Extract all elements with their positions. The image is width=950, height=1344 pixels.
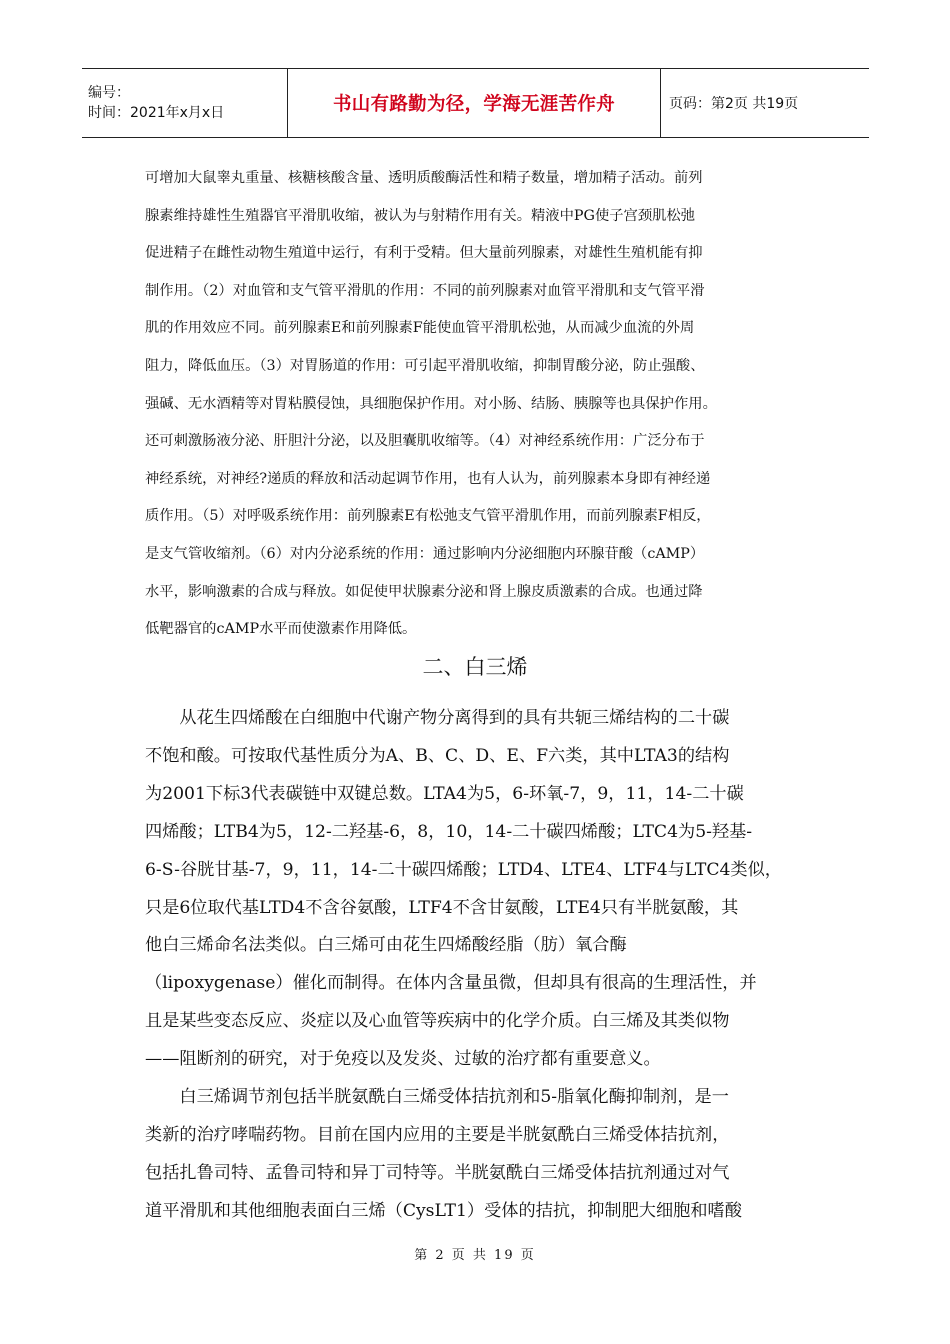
glyph: 肪 (540, 935, 558, 956)
text-line: 只是6位取代基LTD4不含谷氨酸，LTF4不含甘氨酸，LTE4只有半胱氨酸，其 (145, 897, 739, 918)
text-line: 四烯酸；LTB4为5，12-二羟基-6，8，10，14-二十碳四烯酸；LTC4为5-羟基- (145, 821, 753, 842)
header-motto-cell (288, 69, 661, 137)
glyph: 四 (437, 935, 455, 956)
text-line-justified (145, 927, 809, 965)
glyph: 氧 (575, 935, 593, 956)
glyph: 花 (403, 935, 421, 956)
text-line: 神经系统，对神经?递质的释放和活动起调节作用，也有人认为，前列腺素本身即有神经递 (145, 470, 711, 487)
glyph: ） (557, 935, 576, 956)
text-line: 从花生四烯酸在白细胞中代谢产物分离得到的具有共轭三烯结构的二十碳 (145, 708, 730, 728)
header-meta-cell (82, 69, 288, 137)
glyph: 法 (248, 935, 266, 956)
glyph: 可 (368, 935, 386, 956)
glyph: 酶 (609, 935, 627, 956)
page-footer: 第 2 页 共 19 页 (414, 1248, 536, 1263)
glyph: 三 (334, 935, 352, 956)
text-line: 质作用。（5）对呼吸系统作用：前列腺素E有松弛支气管平滑肌作用，而前列腺素F相反， (145, 508, 711, 525)
page-number-label: 页码：第2页 共19页 (669, 96, 799, 112)
text-line: 白三烯调节剂包括半胱氨酰白三烯受体拮抗剂和5-脂氧化酶抑制剂，是一 (145, 1087, 729, 1108)
glyph: 。 (299, 935, 318, 956)
glyph: 命 (213, 935, 232, 956)
doc-number-label: 编号： (88, 85, 130, 101)
text-line: 制作用。（2）对血管和支气管平滑肌的作用：不同的前列腺素对血管平滑肌和支气管平滑 (145, 282, 705, 299)
glyph: 烯 (196, 935, 214, 956)
page-header-table (82, 68, 869, 138)
text-line: 阻力，降低血压。（3）对胃肠道的作用：可引起平滑肌收缩，抑制胃酸分泌，防止强酸、 (145, 357, 705, 374)
text-line: 强碱、无水酒精等对胃粘膜侵蚀，具细胞保护作用。对小肠、结肠、胰腺等也具保护作用。 (145, 395, 717, 412)
glyph: 生 (420, 935, 438, 956)
text-line: 是支气管收缩剂。（6）对内分泌系统的作用：通过影响内分泌细胞内环腺苷酸（cAMP） (145, 545, 705, 562)
motto-text: 书山有路勤为径，学海无涯苦作舟 (332, 94, 615, 115)
text-line: 低靶器官的cAMP水平而使激素作用降低。 (145, 621, 417, 638)
glyph: 类 (265, 935, 283, 956)
prostaglandin-paragraph (145, 160, 825, 649)
text-line: 可增加大鼠睾丸重量、核糖核酸含量、透明质酸酶活性和精子数量，增加精子活动。前列 (145, 170, 703, 186)
glyph: 脂 (506, 935, 524, 956)
text-line: 类新的治疗哮喘药物。目前在国内应用的主要是半胱氨酰白三烯受体拮抗剂， (145, 1124, 730, 1145)
text-line: （lipoxygenase）催化而制得。在体内含量虽微，但却具有很高的生理活性，并 (145, 973, 757, 994)
text-line: 促进精子在雌性动物生殖道中运行，有利于受精。但大量前列腺素，对雄性生殖机能有抑 (145, 245, 703, 262)
glyph: 白 (317, 935, 335, 956)
glyph: 他 (145, 935, 163, 956)
header-page-cell (661, 69, 869, 137)
text-line: 水平，影响激素的合成与释放。如促使甲状腺素分泌和肾上腺皮质激素的合成。也通过降 (145, 583, 703, 600)
glyph: 合 (592, 935, 610, 956)
leukotriene-body (145, 700, 809, 1231)
text-line: 6-S-谷胱甘基-7，9，11，14-二十碳四烯酸；LTD4、LTE4、LTF4与LTC4类似， (145, 859, 782, 880)
section-heading: 二、白三烯 (422, 655, 528, 679)
glyph: 烯 (351, 935, 369, 956)
glyph: 白 (162, 935, 180, 956)
text-line: 为2001下标3代表碳链中双键总数。LTA4为5，6-环氧-7，9，11，14-二十碳 (145, 783, 744, 804)
text-line: ——阻断剂的研究，对于免疫以及发炎、过敏的治疗都有重要意义。 (145, 1049, 661, 1070)
text-line: 道平滑肌和其他细胞表面白三烯（CysLT1）受体的拮抗，抑制肥大细胞和嗜酸 (145, 1200, 742, 1221)
text-line: 腺素维持雄性生殖器官平滑肌收缩，被认为与射精作用有关。精液中PG使子宫颈肌松弛 (145, 207, 696, 224)
glyph: 由 (385, 935, 404, 956)
text-line: 且是某些变态反应、炎症以及心血管等疾病中的化学介质。白三烯及其类似物 (145, 1011, 730, 1032)
text-line: 还可刺激肠液分泌、肝胆汁分泌，以及胆囊肌收缩等。（4）对神经系统作用：广泛分布于 (145, 433, 705, 450)
text-line: 包括扎鲁司特、孟鲁司特和异丁司特等。半胱氨酰白三烯受体拮抗剂通过对气 (145, 1162, 730, 1183)
glyph: 烯 (454, 935, 472, 956)
text-line: 不饱和酸。可按取代基性质分为A、B、C、D、E、F六类，其中LTA3的结构 (145, 745, 730, 766)
text-line: 肌的作用效应不同。前列腺素E和前列腺素F能使血管平滑肌松弛，从而减少血流的外周 (145, 320, 695, 337)
glyph: 酸 (471, 935, 490, 956)
glyph: 似 (282, 935, 300, 956)
doc-time-label: 时间：2021年x月x日 (88, 105, 225, 121)
glyph: 名 (231, 935, 249, 956)
glyph: 经 (489, 935, 507, 956)
glyph: 三 (179, 935, 197, 956)
glyph: （ (523, 935, 541, 956)
